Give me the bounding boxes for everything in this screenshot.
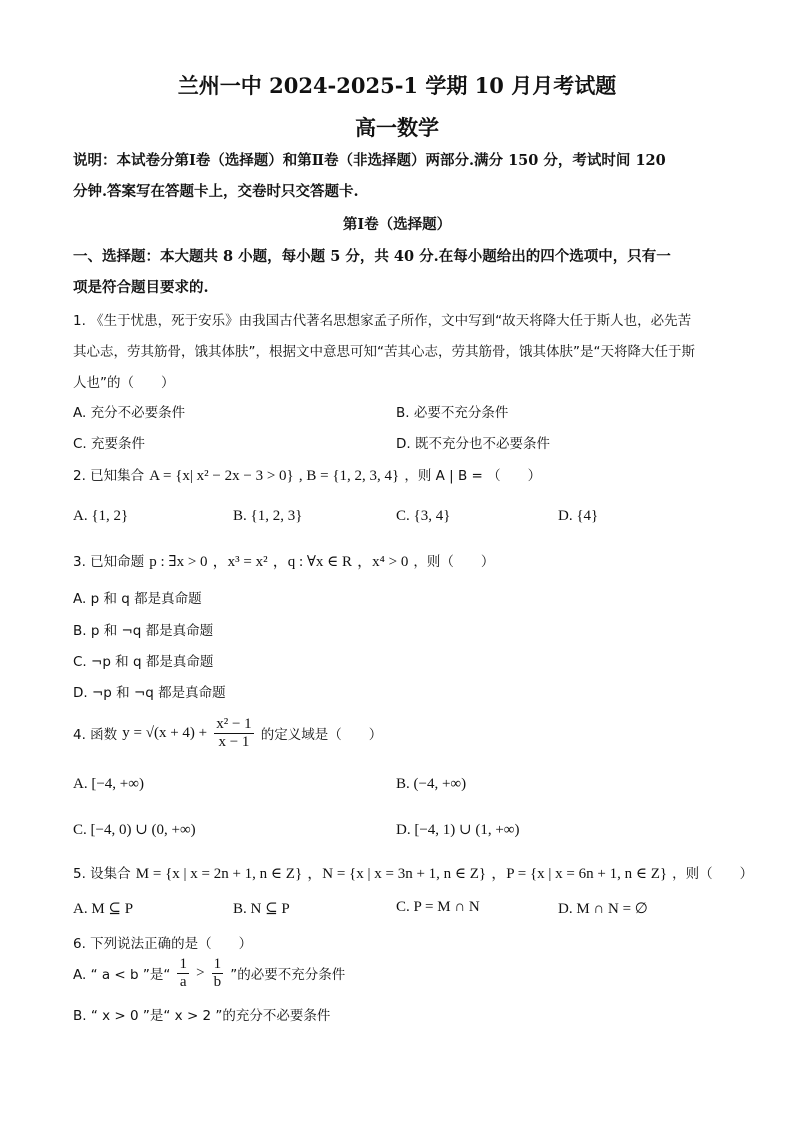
section-description-line-2: 项是符合题目要求的. [73,279,209,296]
q2-option-a: A. {1, 2} [73,508,129,524]
q2-prefix: 2. 已知集合 [73,468,145,484]
q5-option-a: A. M ⊆ P [73,901,134,917]
q5-option-b: B. N ⊆ P [233,901,290,917]
q3-proposition-p-body: ，x³ = x² [212,554,268,570]
q5-set-m: M = {x | x = 2n + 1, n ∈ Z} [135,866,303,882]
section-description-line-1: 一、选择题：本大题共 8 小题，每小题 5 分，共 40 分.在每小题给出的四个选项中，只有一 [73,248,671,265]
q4-fraction [214,716,253,750]
q6-option-b: B. “ x > 0 ”是“ x > 2 ”的充分不必要条件 [73,1008,331,1024]
q6-option-a-prefix: A. “ a < b ”是“ [73,967,171,983]
q4-fraction-numerator: x² − 1 [216,716,252,732]
q6-fraction-2-numerator: 1 [213,956,222,972]
q6-option-a-fraction-1 [177,956,189,990]
q2-stem [73,464,541,485]
q6-option-a-suffix: ”的必要不充分条件 [230,967,346,983]
q3-stem [73,550,494,571]
q6-stem: 6. 下列说法正确的是（ ） [73,936,253,952]
q4-prefix: 4. 函数 [73,727,118,743]
q3-proposition-q: ，q : ∀x ∈ R [272,554,353,570]
q5-option-c: C. P = M ∩ N [396,899,480,915]
q3-option-c: C. ¬p 和 q 都是真命题 [73,654,214,670]
q4-option-c: C. [−4, 0) ∪ (0, +∞) [73,822,196,838]
q1-option-a: A. 充分不必要条件 [73,405,186,421]
q6-fraction-1-numerator: 1 [179,956,187,972]
q5-prefix: 5. 设集合 [73,866,131,882]
q1-option-b: B. 必要不充分条件 [396,405,509,421]
q1-option-d: D. 既不充分也不必要条件 [396,436,550,452]
q3-option-b: B. p 和 ¬q 都是真命题 [73,623,214,639]
q4-option-b: B. (−4, +∞) [396,776,467,792]
section-heading: 第Ⅰ卷（选择题） [342,216,452,233]
q1-stem-line-1: 1. 《生于忧患，死于安乐》由我国古代著名思想家孟子所作，文中写到“故天将降大任于斯人也，必先苦 [73,313,692,329]
q4-expression: y = √(x + 4) + [122,724,208,741]
exam-title: 兰州一中 2024-2025-1 学期 10 月月考试题 [177,73,617,98]
q6-option-a [73,956,345,990]
q6-option-a-gt: > [196,964,205,981]
q3-prefix: 3. 已知命题 [73,554,145,570]
q2-set-a: A = {x| x² − 2x − 3 > 0} [149,468,294,484]
q5-set-p: ，P = {x | x = 6n + 1, n ∈ Z} [491,866,668,882]
q1-stem-line-2: 其心志，劳其筋骨，饿其体肤”，根据文中意思可知“苦其心志，劳其筋骨，饿其体肤”是“天将降大任于斯 [73,344,695,360]
q2-option-c: C. {3, 4} [396,508,451,524]
q6-fraction-2-denominator: b [213,973,222,990]
q5-option-d: D. M ∩ N = ∅ [558,901,648,917]
q5-set-n: ，N = {x | x = 3n + 1, n ∈ Z} [307,866,487,882]
q4-suffix: 的定义域是（ ） [260,727,383,743]
q2-suffix: ，则 A | B = （ ） [404,468,542,484]
q2-set-b: , B = {1, 2, 3, 4} [298,468,400,484]
q3-proposition-p: p : ∃x > 0 [149,554,208,570]
q3-option-d: D. ¬p 和 ¬q 都是真命题 [73,685,226,701]
q5-suffix: ，则（ ） [672,866,754,882]
q4-option-d: D. [−4, 1) ∪ (1, +∞) [396,822,520,838]
q1-stem-line-3: 人也”的（ ） [73,375,175,391]
exam-subtitle: 高一数学 [355,115,439,140]
q6-option-a-fraction-2 [212,956,224,990]
q5-stem [73,862,753,883]
instructions-line-1: 说明：本试卷分第Ⅰ卷（选择题）和第Ⅱ卷（非选择题）两部分.满分 150 分，考试时间 120 [73,152,666,169]
q3-suffix: ，则（ ） [413,554,495,570]
q4-fraction-denominator: x − 1 [218,733,250,750]
q3-proposition-q-body: ，x⁴ > 0 [357,554,409,570]
q1-option-c: C. 充要条件 [73,436,146,452]
q4-option-a: A. [−4, +∞) [73,776,144,792]
q4-stem [73,716,382,750]
q3-option-a: A. p 和 q 都是真命题 [73,591,202,607]
q6-fraction-1-denominator: a [179,973,187,990]
instructions-line-2: 分钟.答案写在答题卡上，交卷时只交答题卡. [73,183,359,200]
q2-option-d: D. {4} [558,508,599,524]
q2-option-b: B. {1, 2, 3} [233,508,303,524]
